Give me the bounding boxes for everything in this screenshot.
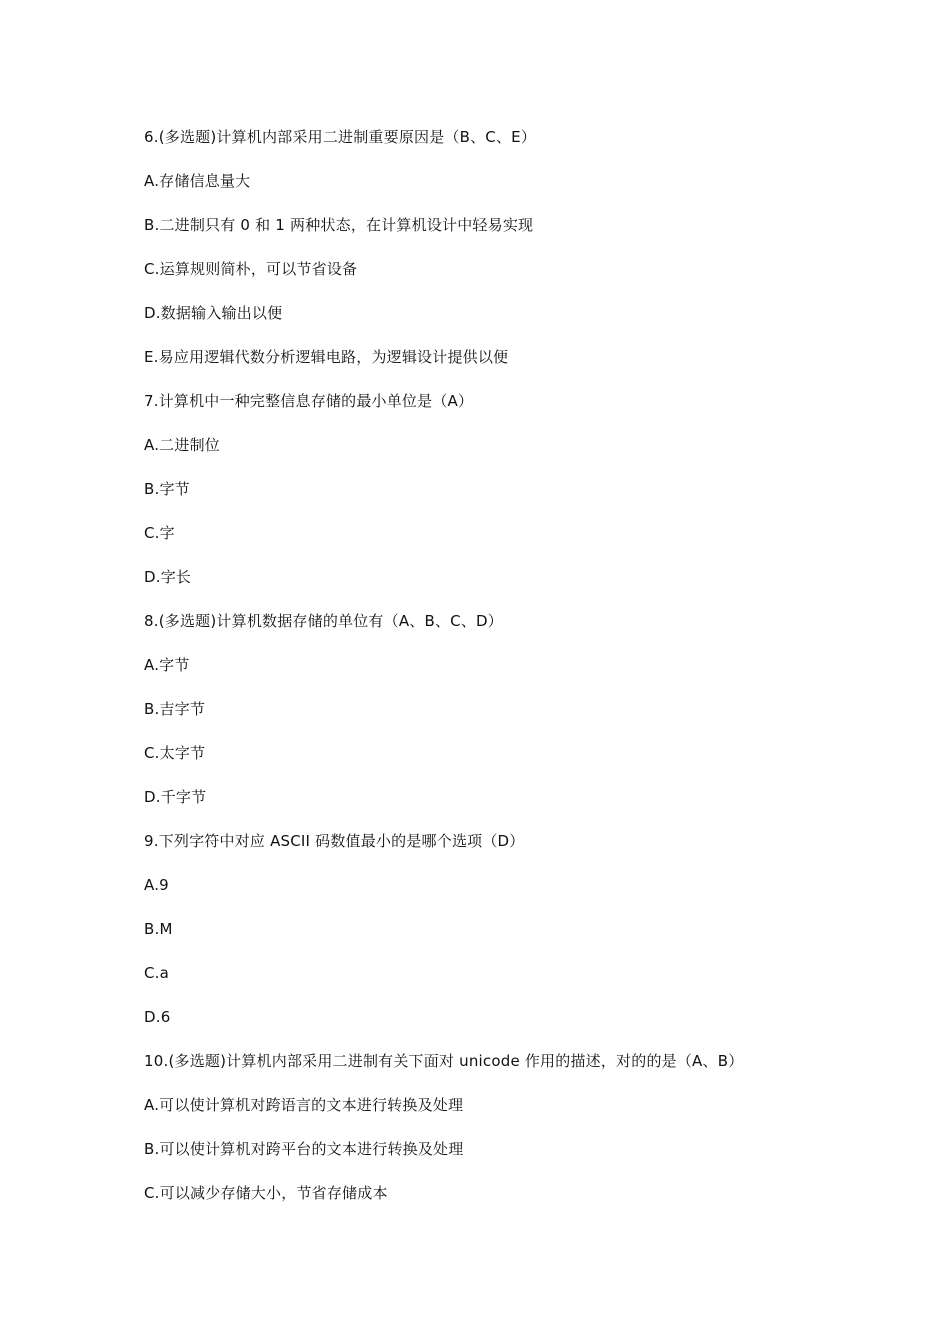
question-6-option-b: B.二进制只有 0 和 1 两种状态，在计算机设计中轻易实现 <box>144 216 534 234</box>
question-10-option-a: A.可以使计算机对跨语言的文本进行转换及处理 <box>144 1096 464 1114</box>
question-8-option-a: A.字节 <box>144 656 190 674</box>
question-8-option-b: B.吉字节 <box>144 700 206 718</box>
question-7-option-c: C.字 <box>144 524 175 542</box>
question-7-option-a: A.二进制位 <box>144 436 220 454</box>
question-9-option-d: D.6 <box>144 1008 171 1026</box>
question-6-option-e: E.易应用逻辑代数分析逻辑电路，为逻辑设计提供以便 <box>144 348 509 366</box>
question-8-stem: 8.(多选题)计算机数据存储的单位有（A、B、C、D） <box>144 612 503 630</box>
question-8-option-c: C.太字节 <box>144 744 206 762</box>
question-10-stem: 10.(多选题)计算机内部采用二进制有关下面对 unicode 作用的描述，对的的是（A、B） <box>144 1052 744 1070</box>
question-7-option-d: D.字长 <box>144 568 192 586</box>
question-9-stem: 9.下列字符中对应 ASCII 码数值最小的是哪个选项（D） <box>144 832 525 850</box>
question-9-option-c: C.a <box>144 964 170 982</box>
question-9-option-b: B.M <box>144 920 173 938</box>
question-6-option-d: D.数据输入输出以便 <box>144 304 283 322</box>
question-9-option-a: A.9 <box>144 876 169 894</box>
question-8-option-d: D.千字节 <box>144 788 207 806</box>
question-6-option-a: A.存储信息量大 <box>144 172 251 190</box>
question-7-stem: 7.计算机中一种完整信息存储的最小单位是（A） <box>144 392 474 410</box>
question-6-option-c: C.运算规则简朴，可以节省设备 <box>144 260 358 278</box>
question-7-option-b: B.字节 <box>144 480 190 498</box>
question-6-stem: 6.(多选题)计算机内部采用二进制重要原因是（B、C、E） <box>144 128 537 146</box>
question-10-option-b: B.可以使计算机对跨平台的文本进行转换及处理 <box>144 1140 464 1158</box>
question-10-option-c: C.可以减少存储大小，节省存储成本 <box>144 1184 388 1202</box>
question-list <box>144 125 904 1225</box>
